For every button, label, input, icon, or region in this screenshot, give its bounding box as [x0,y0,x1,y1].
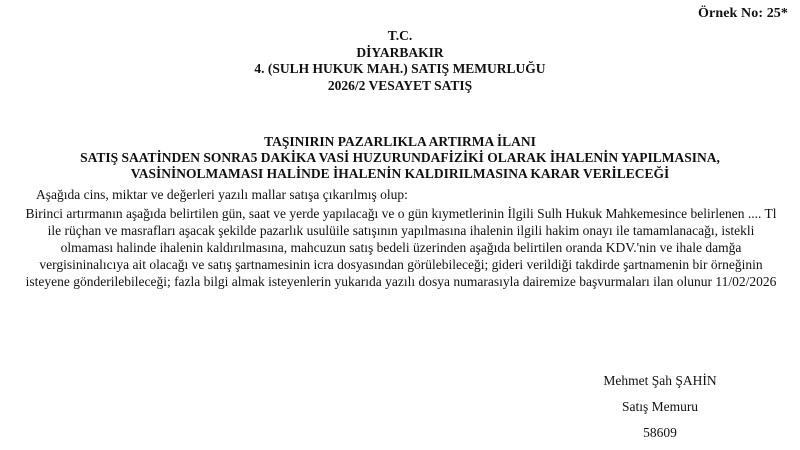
announcement-title [0,134,800,182]
signature-block [560,368,760,446]
body-line-3: olmaması halinde ihalenin kaldırılmasına, mahcuzun satış bedeli üzerinden aşağıda belirtilen oranda KDV.'nin ve ihale damğa [60,240,742,255]
body-line-1: Birinci artırmanın aşağıda belirtilen gün, saat ve yerde yapılacağı ve o gün kıymetlerinin İlgili Sulh Hukuk Mahkemesince belirlenen .... Tl [25,206,777,221]
header-line-office: 4. (SULH HUKUK MAH.) SATIŞ MEMURLUĞU [254,61,546,76]
header-line-tc: T.C. [387,28,413,43]
title-line-3: VASİNİNOLMAMASI HALİNDE İHALENİN KALDIRILMASINA KARAR VERİLECEĞİ [130,166,670,181]
document-header [0,28,800,94]
header-line-city: DİYARBAKIR [356,44,444,60]
body-line-4: vergisininalıcıya ait olacağı ve satış şartnamesinin icra dosyasından görülebileceği; gideri verildiği takdirde şartnamenin bir örneğinin [39,257,763,272]
signer-name: Mehmet Şah ŞAHİN [603,373,717,388]
signer-role: Satış Memuru [621,399,699,414]
body-line-2: ile rüçhan ve masrafları aşacak şekilde pazarlık usulüile satışının yapılmasına ihalenin ilgili hakim onayı ile tamamlanacağı, istekli [47,223,755,238]
title-line-1: TAŞINIRIN PAZARLIKLA ARTIRMA İLANI [264,134,536,149]
body-paragraph [10,205,792,290]
header-line-file-no: 2026/2 VESAYET SATIŞ [327,77,473,93]
signer-code: 58609 [643,425,677,440]
intro-text: Aşağıda cins, miktar ve değerleri yazılı mallar satışa çıkarılmış olup: [36,187,408,202]
title-line-2: SATIŞ SAATİNDEN SONRA5 DAKİKA VASİ HUZURUNDAFİZİKİ OLARAK İHALENİN YAPILMASINA, [80,150,720,165]
example-number: Örnek No: 25* [698,6,788,21]
body-line-5: isteyene gönderilebileceği; fazla bilgi almak isteyenlerin yukarıda yazılı dosya numarasıyla dairemize başvurmaları ilan olunur 11/02/2026 [25,274,777,289]
